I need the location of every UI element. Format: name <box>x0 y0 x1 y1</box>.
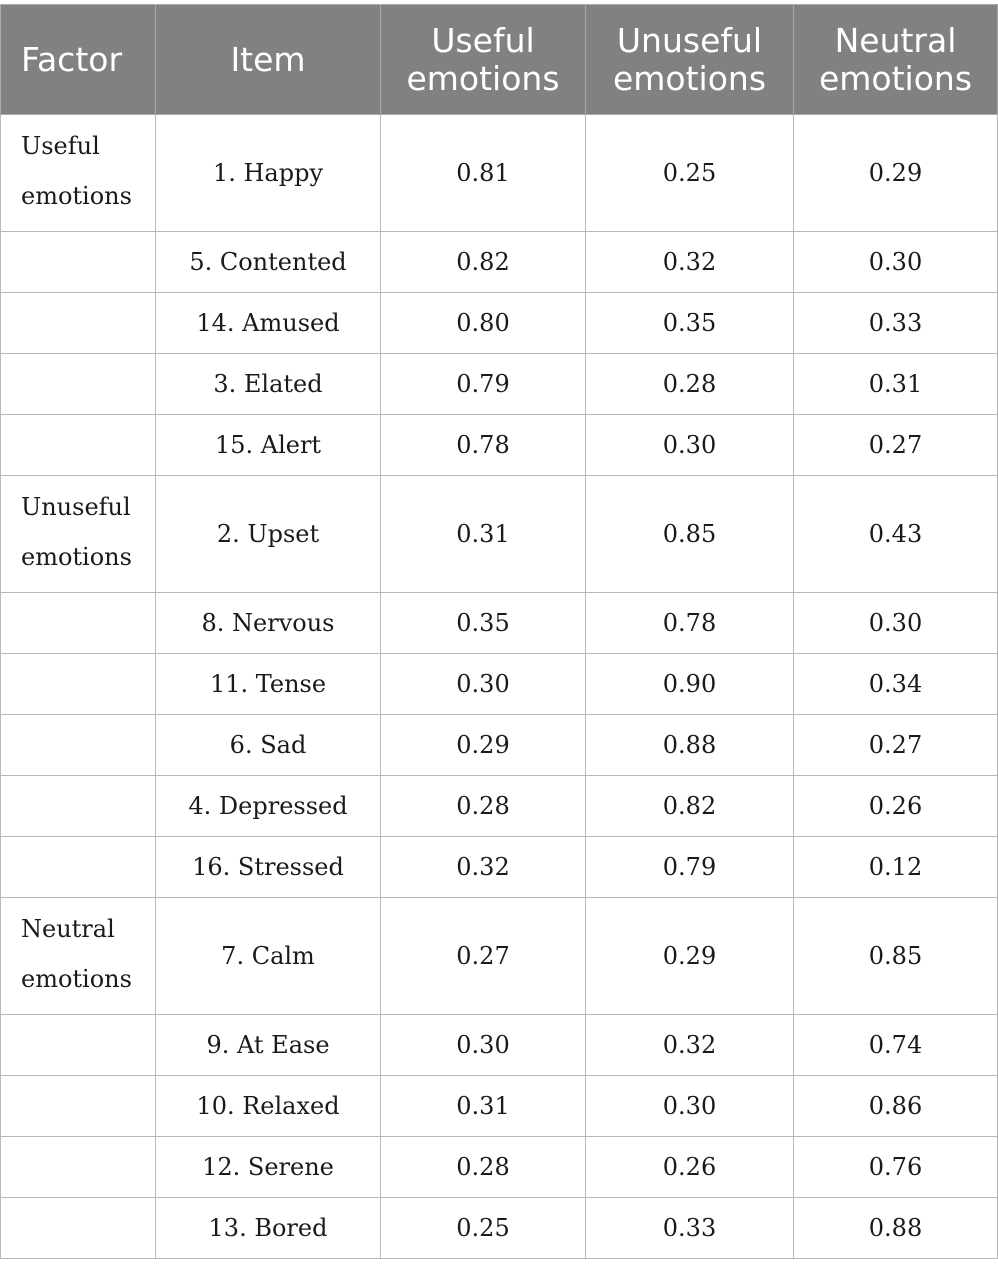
useful-loading-cell: 0.79 <box>381 354 586 415</box>
neutral-loading-cell: 0.26 <box>794 776 998 837</box>
item-cell: 5. Contented <box>156 232 381 293</box>
unuseful-loading-cell: 0.82 <box>586 776 794 837</box>
useful-loading-cell: 0.31 <box>381 1076 586 1137</box>
item-cell: 1. Happy <box>156 115 381 232</box>
factor-label-line1: Neutral <box>21 915 115 943</box>
unuseful-loading-cell: 0.35 <box>586 293 794 354</box>
unuseful-loading-cell: 0.78 <box>586 593 794 654</box>
useful-loading-cell: 0.28 <box>381 776 586 837</box>
factor-label-line2: emotions <box>21 543 132 571</box>
useful-loading-cell: 0.28 <box>381 1137 586 1198</box>
unuseful-loading-cell: 0.30 <box>586 1076 794 1137</box>
factor-label-line2: emotions <box>21 182 132 210</box>
neutral-loading-cell: 0.88 <box>794 1198 998 1259</box>
useful-loading-cell: 0.30 <box>381 1015 586 1076</box>
factor-label-line1: Unuseful <box>21 493 131 521</box>
factor-cell <box>1 776 156 837</box>
useful-loading-cell: 0.80 <box>381 293 586 354</box>
item-cell: 3. Elated <box>156 354 381 415</box>
unuseful-loading-cell: 0.28 <box>586 354 794 415</box>
item-cell: 7. Calm <box>156 898 381 1015</box>
header-item: Item <box>156 5 381 115</box>
useful-loading-cell: 0.82 <box>381 232 586 293</box>
unuseful-loading-cell: 0.26 <box>586 1137 794 1198</box>
item-cell: 13. Bored <box>156 1198 381 1259</box>
useful-loading-cell: 0.29 <box>381 715 586 776</box>
unuseful-loading-cell: 0.88 <box>586 715 794 776</box>
item-cell: 6. Sad <box>156 715 381 776</box>
table-row <box>1 654 998 715</box>
item-cell: 8. Nervous <box>156 593 381 654</box>
factor-cell <box>1 232 156 293</box>
table-row <box>1 1076 998 1137</box>
factor-label-line1: Useful <box>21 132 100 160</box>
useful-loading-cell: 0.27 <box>381 898 586 1015</box>
unuseful-loading-cell: 0.25 <box>586 115 794 232</box>
neutral-loading-cell: 0.86 <box>794 1076 998 1137</box>
table-row <box>1 1015 998 1076</box>
neutral-loading-cell: 0.31 <box>794 354 998 415</box>
unuseful-loading-cell: 0.32 <box>586 1015 794 1076</box>
neutral-loading-cell: 0.43 <box>794 476 998 593</box>
unuseful-loading-cell: 0.85 <box>586 476 794 593</box>
table-row <box>1 1137 998 1198</box>
factor-cell <box>1 1198 156 1259</box>
item-cell: 10. Relaxed <box>156 1076 381 1137</box>
table-row <box>1 898 998 1015</box>
unuseful-loading-cell: 0.79 <box>586 837 794 898</box>
header-useful-emotions: Useful emotions <box>381 5 586 115</box>
table-row <box>1 776 998 837</box>
useful-loading-cell: 0.35 <box>381 593 586 654</box>
factor-cell <box>1 1015 156 1076</box>
table-row <box>1 354 998 415</box>
useful-loading-cell: 0.25 <box>381 1198 586 1259</box>
table-row <box>1 293 998 354</box>
neutral-loading-cell: 0.85 <box>794 898 998 1015</box>
unuseful-loading-cell: 0.90 <box>586 654 794 715</box>
header-unuseful-emotions: Unuseful emotions <box>586 5 794 115</box>
factor-cell <box>1 593 156 654</box>
factor-label-line2: emotions <box>21 965 132 993</box>
useful-loading-cell: 0.78 <box>381 415 586 476</box>
unuseful-loading-cell: 0.29 <box>586 898 794 1015</box>
table-row <box>1 115 998 232</box>
neutral-loading-cell: 0.27 <box>794 415 998 476</box>
item-cell: 9. At Ease <box>156 1015 381 1076</box>
useful-loading-cell: 0.81 <box>381 115 586 232</box>
factor-cell <box>1 115 156 232</box>
neutral-loading-cell: 0.33 <box>794 293 998 354</box>
table-row <box>1 715 998 776</box>
unuseful-loading-cell: 0.30 <box>586 415 794 476</box>
useful-loading-cell: 0.32 <box>381 837 586 898</box>
factor-cell <box>1 354 156 415</box>
factor-cell <box>1 654 156 715</box>
unuseful-loading-cell: 0.32 <box>586 232 794 293</box>
header-neutral-emotions: Neutral emotions <box>794 5 998 115</box>
factor-cell <box>1 898 156 1015</box>
neutral-loading-cell: 0.30 <box>794 593 998 654</box>
item-cell: 12. Serene <box>156 1137 381 1198</box>
item-cell: 16. Stressed <box>156 837 381 898</box>
table-row <box>1 476 998 593</box>
table-row <box>1 593 998 654</box>
table-row <box>1 837 998 898</box>
factor-cell <box>1 415 156 476</box>
neutral-loading-cell: 0.34 <box>794 654 998 715</box>
neutral-loading-cell: 0.76 <box>794 1137 998 1198</box>
factor-cell <box>1 837 156 898</box>
useful-loading-cell: 0.31 <box>381 476 586 593</box>
factor-cell <box>1 1076 156 1137</box>
factor-cell <box>1 476 156 593</box>
header-factor: Factor <box>1 5 156 115</box>
useful-loading-cell: 0.30 <box>381 654 586 715</box>
header-row <box>1 5 998 115</box>
item-cell: 14. Amused <box>156 293 381 354</box>
unuseful-loading-cell: 0.33 <box>586 1198 794 1259</box>
table-row <box>1 1198 998 1259</box>
item-cell: 15. Alert <box>156 415 381 476</box>
table-row <box>1 415 998 476</box>
item-cell: 2. Upset <box>156 476 381 593</box>
neutral-loading-cell: 0.12 <box>794 837 998 898</box>
item-cell: 4. Depressed <box>156 776 381 837</box>
neutral-loading-cell: 0.30 <box>794 232 998 293</box>
table-row <box>1 232 998 293</box>
neutral-loading-cell: 0.29 <box>794 115 998 232</box>
neutral-loading-cell: 0.74 <box>794 1015 998 1076</box>
item-cell: 11. Tense <box>156 654 381 715</box>
factor-cell <box>1 715 156 776</box>
table-header <box>1 5 998 115</box>
factor-loadings-table <box>0 4 998 1259</box>
factor-cell <box>1 1137 156 1198</box>
neutral-loading-cell: 0.27 <box>794 715 998 776</box>
table-body <box>1 115 998 1259</box>
factor-cell <box>1 293 156 354</box>
